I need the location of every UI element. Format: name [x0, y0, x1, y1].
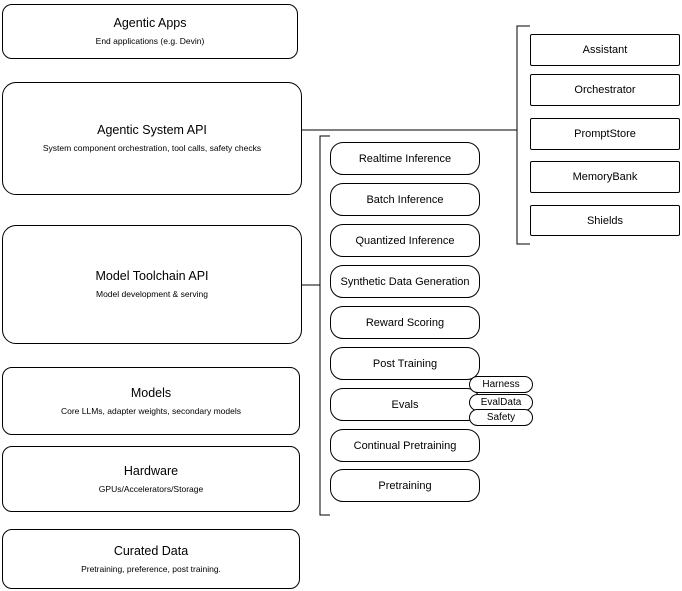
stack-layer-hardware[interactable]: [2, 446, 300, 512]
stack-layer-model-toolchain-api[interactable]: [2, 225, 302, 344]
capability-label: Pretraining: [378, 479, 432, 492]
capability-label: Evals: [391, 398, 419, 411]
layer-subtitle: Pretraining, preference, post training.: [81, 563, 221, 574]
capability-realtime-inference[interactable]: [330, 142, 480, 175]
pill-label: Safety: [486, 412, 516, 423]
layer-subtitle: GPUs/Accelerators/Storage: [98, 483, 204, 494]
component-label: Orchestrator: [574, 84, 636, 96]
pill-label: EvalData: [480, 397, 522, 408]
pill-label: Harness: [482, 379, 520, 390]
stack-layer-curated-data[interactable]: [2, 529, 300, 589]
layer-subtitle: System component orchestration, tool calls, safety checks: [42, 143, 262, 153]
capability-label: Continual Pretraining: [353, 439, 457, 452]
layer-title: Curated Data: [113, 543, 189, 558]
capability-label: Reward Scoring: [365, 316, 445, 329]
system-component-shields[interactable]: [530, 205, 680, 236]
capability-synthetic-data-generation[interactable]: [330, 265, 480, 298]
capability-label: Synthetic Data Generation: [340, 275, 470, 288]
stack-layer-agentic-apps[interactable]: [2, 4, 298, 59]
component-label: Assistant: [582, 44, 628, 56]
layer-subtitle: Model development & serving: [96, 289, 208, 299]
layer-title: Hardware: [123, 463, 179, 478]
system-component-orchestrator[interactable]: [530, 74, 680, 106]
layer-subtitle: End applications (e.g. Devin): [95, 36, 205, 46]
layer-title: Agentic System API: [97, 123, 207, 137]
capability-label: Post Training: [372, 357, 438, 370]
component-label: Shields: [586, 214, 624, 227]
layer-title: Models: [130, 385, 172, 400]
capability-label: Batch Inference: [366, 193, 444, 206]
eval-pill-safety[interactable]: [469, 409, 533, 426]
system-component-memorybank[interactable]: [530, 161, 680, 193]
component-label: PromptStore: [574, 128, 636, 140]
capability-evals[interactable]: [330, 388, 480, 421]
stack-layer-agentic-system-api[interactable]: [2, 82, 302, 195]
eval-pill-harness[interactable]: [469, 376, 533, 393]
capability-quantized-inference[interactable]: [330, 224, 480, 257]
capability-label: Realtime Inference: [358, 152, 452, 165]
capability-pretraining[interactable]: [330, 469, 480, 502]
layer-subtitle: Core LLMs, adapter weights, secondary models: [60, 405, 241, 416]
system-component-assistant[interactable]: [530, 34, 680, 66]
component-label: MemoryBank: [572, 171, 638, 183]
system-component-promptstore[interactable]: [530, 118, 680, 150]
layer-title: Agentic Apps: [113, 16, 187, 30]
capability-continual-pretraining[interactable]: [330, 429, 480, 462]
capability-reward-scoring[interactable]: [330, 306, 480, 339]
capability-label: Quantized Inference: [355, 234, 455, 247]
capability-post-training[interactable]: [330, 347, 480, 380]
layer-title: Model Toolchain API: [95, 269, 209, 283]
stack-layer-models[interactable]: [2, 367, 300, 435]
capability-batch-inference[interactable]: [330, 183, 480, 216]
